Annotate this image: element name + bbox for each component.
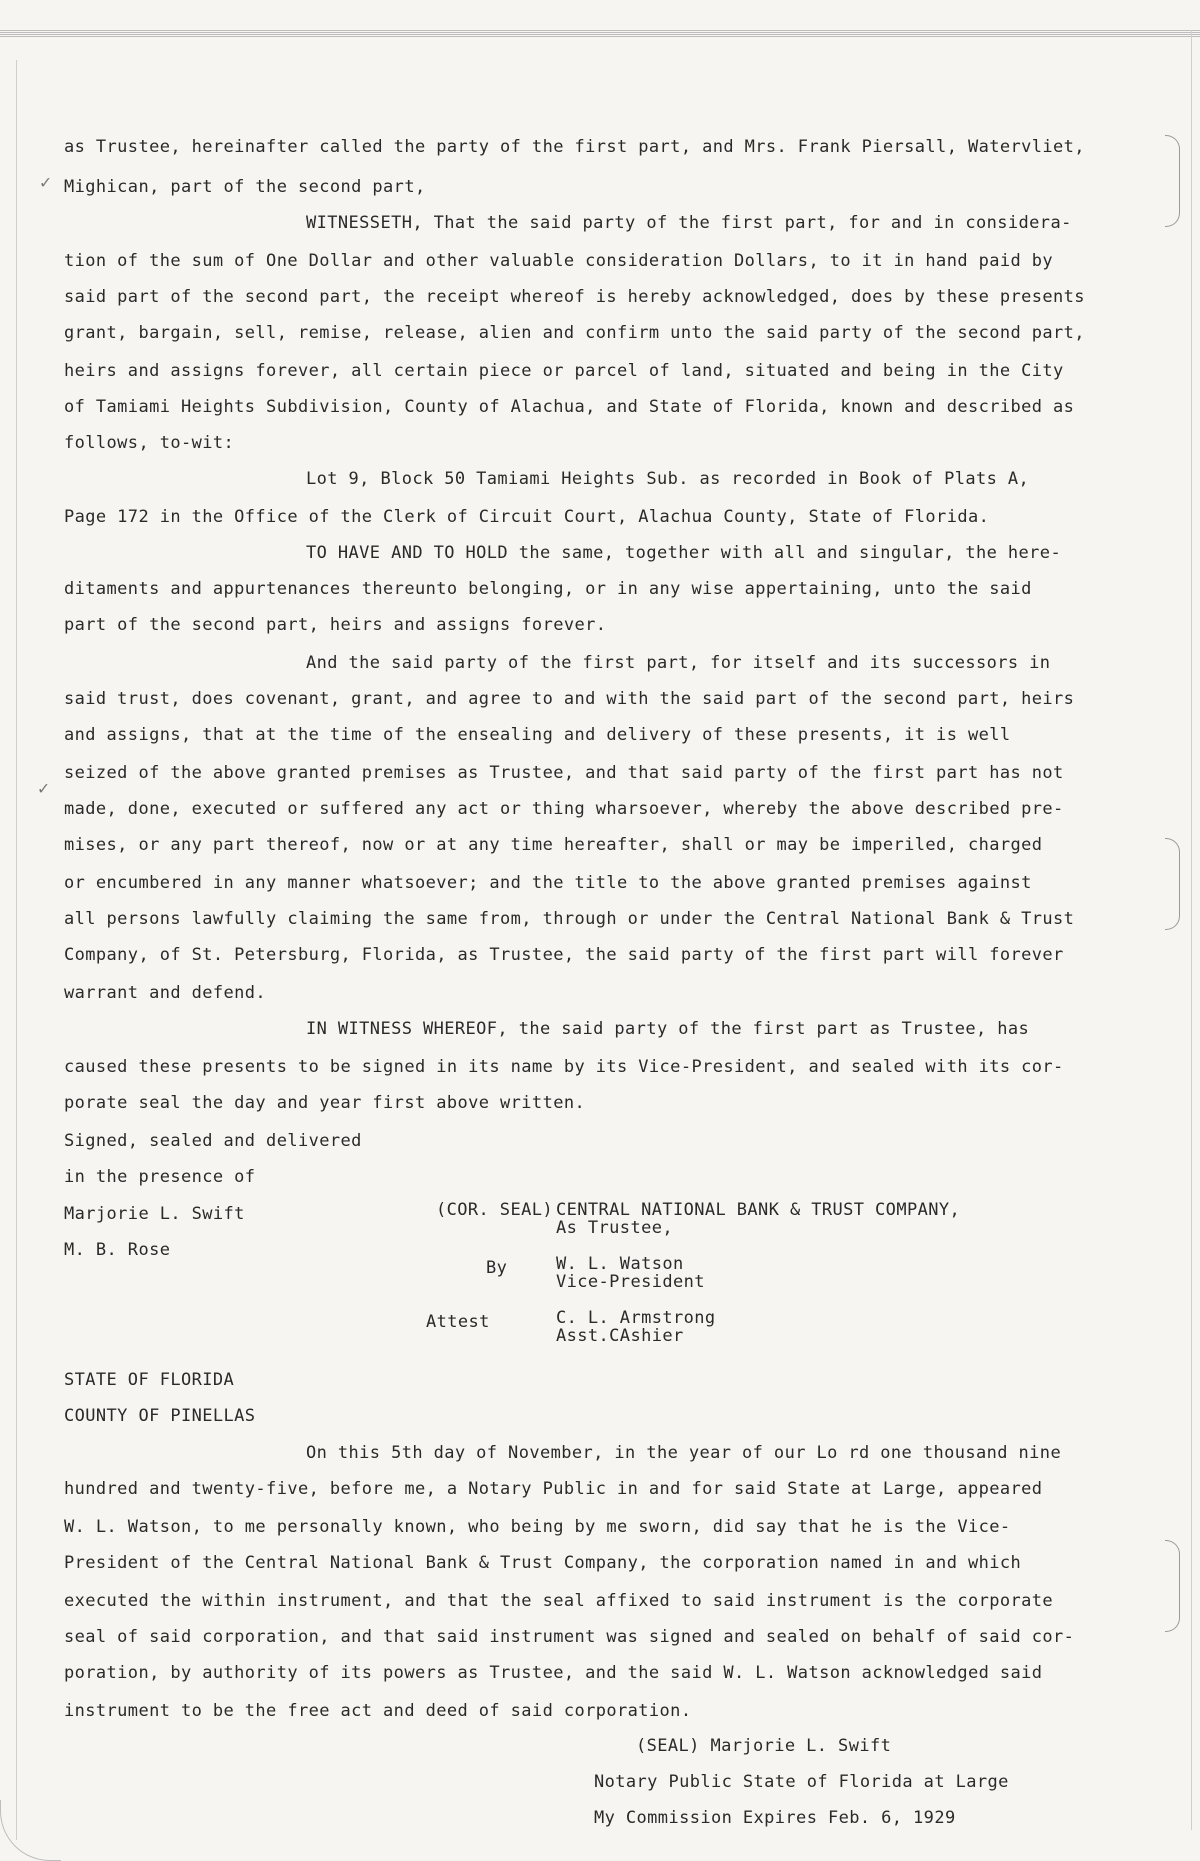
notary-commission: My Commission Expires Feb. 6, 1929 (594, 1808, 956, 1828)
body-line-5: said part of the second part, the receipt whereof is hereby acknowledged, does by these presents (64, 287, 1085, 307)
witness-name-2: M. B. Rose (64, 1240, 171, 1260)
notary-line-5: executed the within instrument, and that the seal affixed to said instrument is the corporate (64, 1591, 1054, 1611)
body-line-17: and assigns, that at the time of the ensealing and delivery of these presents, it is well (64, 725, 1011, 745)
body-line-13: ditaments and appurtenances thereunto belonging, or in any wise appertaining, unto the said (64, 579, 1032, 599)
notary-line-2: hundred and twenty-five, before me, a Notary Public in and for said State at Large, appeared (64, 1479, 1043, 1499)
body-line-6: grant, bargain, sell, remise, release, alien and confirm unto the said party of the second part, (64, 323, 1085, 343)
cashier-title: Asst.CAshier (556, 1326, 684, 1346)
body-line-12: TO HAVE AND TO HOLD the same, together with all and singular, the here- (306, 543, 1062, 563)
body-line-10: Lot 9, Block 50 Tamiami Heights Sub. as recorded in Book of Plats A, (306, 469, 1030, 489)
vice-president-title: Vice-President (556, 1272, 705, 1292)
body-line-20: mises, or any part thereof, now or at any time hereafter, shall or may be imperiled, charged (64, 835, 1043, 855)
body-line-7: heirs and assigns forever, all certain piece or parcel of land, situated and being in the City (64, 361, 1064, 381)
notary-line-4: President of the Central National Bank & Trust Company, the corporation named in and which (64, 1553, 1022, 1573)
body-line-9: follows, to-wit: (64, 433, 235, 453)
notary-line-7: poration, by authority of its powers as Trustee, and the said W. L. Watson acknowledged said (64, 1663, 1043, 1683)
page-corner-curve (0, 1800, 61, 1861)
body-line-23: Company, of St. Petersburg, Florida, as Trustee, the said party of the first part will forever (64, 945, 1064, 965)
body-line-3: WITNESSETH, That the said party of the first part, for and in considera- (306, 213, 1072, 233)
top-rule (0, 30, 1200, 38)
binder-hole-bottom (1165, 1540, 1180, 1632)
witness-name-1: Marjorie L. Swift (64, 1204, 245, 1224)
notary-line-1: On this 5th day of November, in the year of our Lo rd one thousand nine (306, 1443, 1062, 1463)
binder-hole-middle (1165, 838, 1180, 930)
body-line-18: seized of the above granted premises as Trustee, and that said party of the first part has not (64, 763, 1064, 783)
body-line-2: Mighican, part of the second part, (64, 177, 426, 197)
notary-seal-signature: (SEAL) Marjorie L. Swift (636, 1736, 892, 1756)
body-line-11: Page 172 in the Office of the Clerk of Circuit Court, Alachua County, State of Florida. (64, 507, 990, 527)
body-line-21: or encumbered in any manner whatsoever; and the title to the above granted premises against (64, 873, 1032, 893)
notary-title: Notary Public State of Florida at Large (594, 1772, 1009, 1792)
body-line-25: IN WITNESS WHEREOF, the said party of the first part as Trustee, has (306, 1019, 1030, 1039)
corporate-seal-label: (COR. SEAL) (436, 1200, 553, 1220)
body-line-8: of Tamiami Heights Subdivision, County of Alachua, and State of Florida, known and described as (64, 397, 1075, 417)
body-line-19: made, done, executed or suffered any act or thing wharsoever, whereby the above described pre- (64, 799, 1064, 819)
body-line-22: all persons lawfully claiming the same from, through or under the Central National Bank & Trust (64, 909, 1075, 929)
page-left-edge (16, 60, 17, 1840)
by-label: By (486, 1258, 508, 1278)
body-line-29: in the presence of (64, 1167, 256, 1187)
attest-label: Attest (426, 1312, 490, 1332)
notary-line-3: W. L. Watson, to me personally known, who being by me sworn, did say that he is the Vice- (64, 1517, 1011, 1537)
notary-county: COUNTY OF PINELLAS (64, 1406, 256, 1426)
body-line-26: caused these presents to be signed in its name by its Vice-President, and sealed with its cor- (64, 1057, 1064, 1077)
page-right-edge (1191, 30, 1192, 1830)
as-trustee-label: As Trustee, (556, 1218, 673, 1238)
body-line-24: warrant and defend. (64, 983, 267, 1003)
body-line-27: porate seal the day and year first above written. (64, 1093, 586, 1113)
vice-president-name: W. L. Watson (556, 1254, 684, 1274)
check-mark-1: ✓ (40, 172, 51, 193)
body-line-15: And the said party of the first part, for itself and its successors in (306, 653, 1051, 673)
body-line-16: said trust, does covenant, grant, and agree to and with the said part of the second part, heirs (64, 689, 1075, 709)
body-line-28: Signed, sealed and delivered (64, 1131, 362, 1151)
body-line-14: part of the second part, heirs and assigns forever. (64, 615, 607, 635)
notary-line-8: instrument to be the free act and deed of said corporation. (64, 1701, 692, 1721)
check-mark-2: ✓ (38, 778, 49, 799)
company-name: CENTRAL NATIONAL BANK & TRUST COMPANY, (556, 1200, 961, 1220)
body-line-4: tion of the sum of One Dollar and other valuable consideration Dollars, to it in hand paid by (64, 251, 1054, 271)
notary-line-6: seal of said corporation, and that said instrument was signed and sealed on behalf of said cor- (64, 1627, 1075, 1647)
cashier-name: C. L. Armstrong (556, 1308, 716, 1328)
notary-state: STATE OF FLORIDA (64, 1370, 235, 1390)
body-line-1: as Trustee, hereinafter called the party of the first part, and Mrs. Frank Piersall, Watervliet, (64, 137, 1085, 157)
